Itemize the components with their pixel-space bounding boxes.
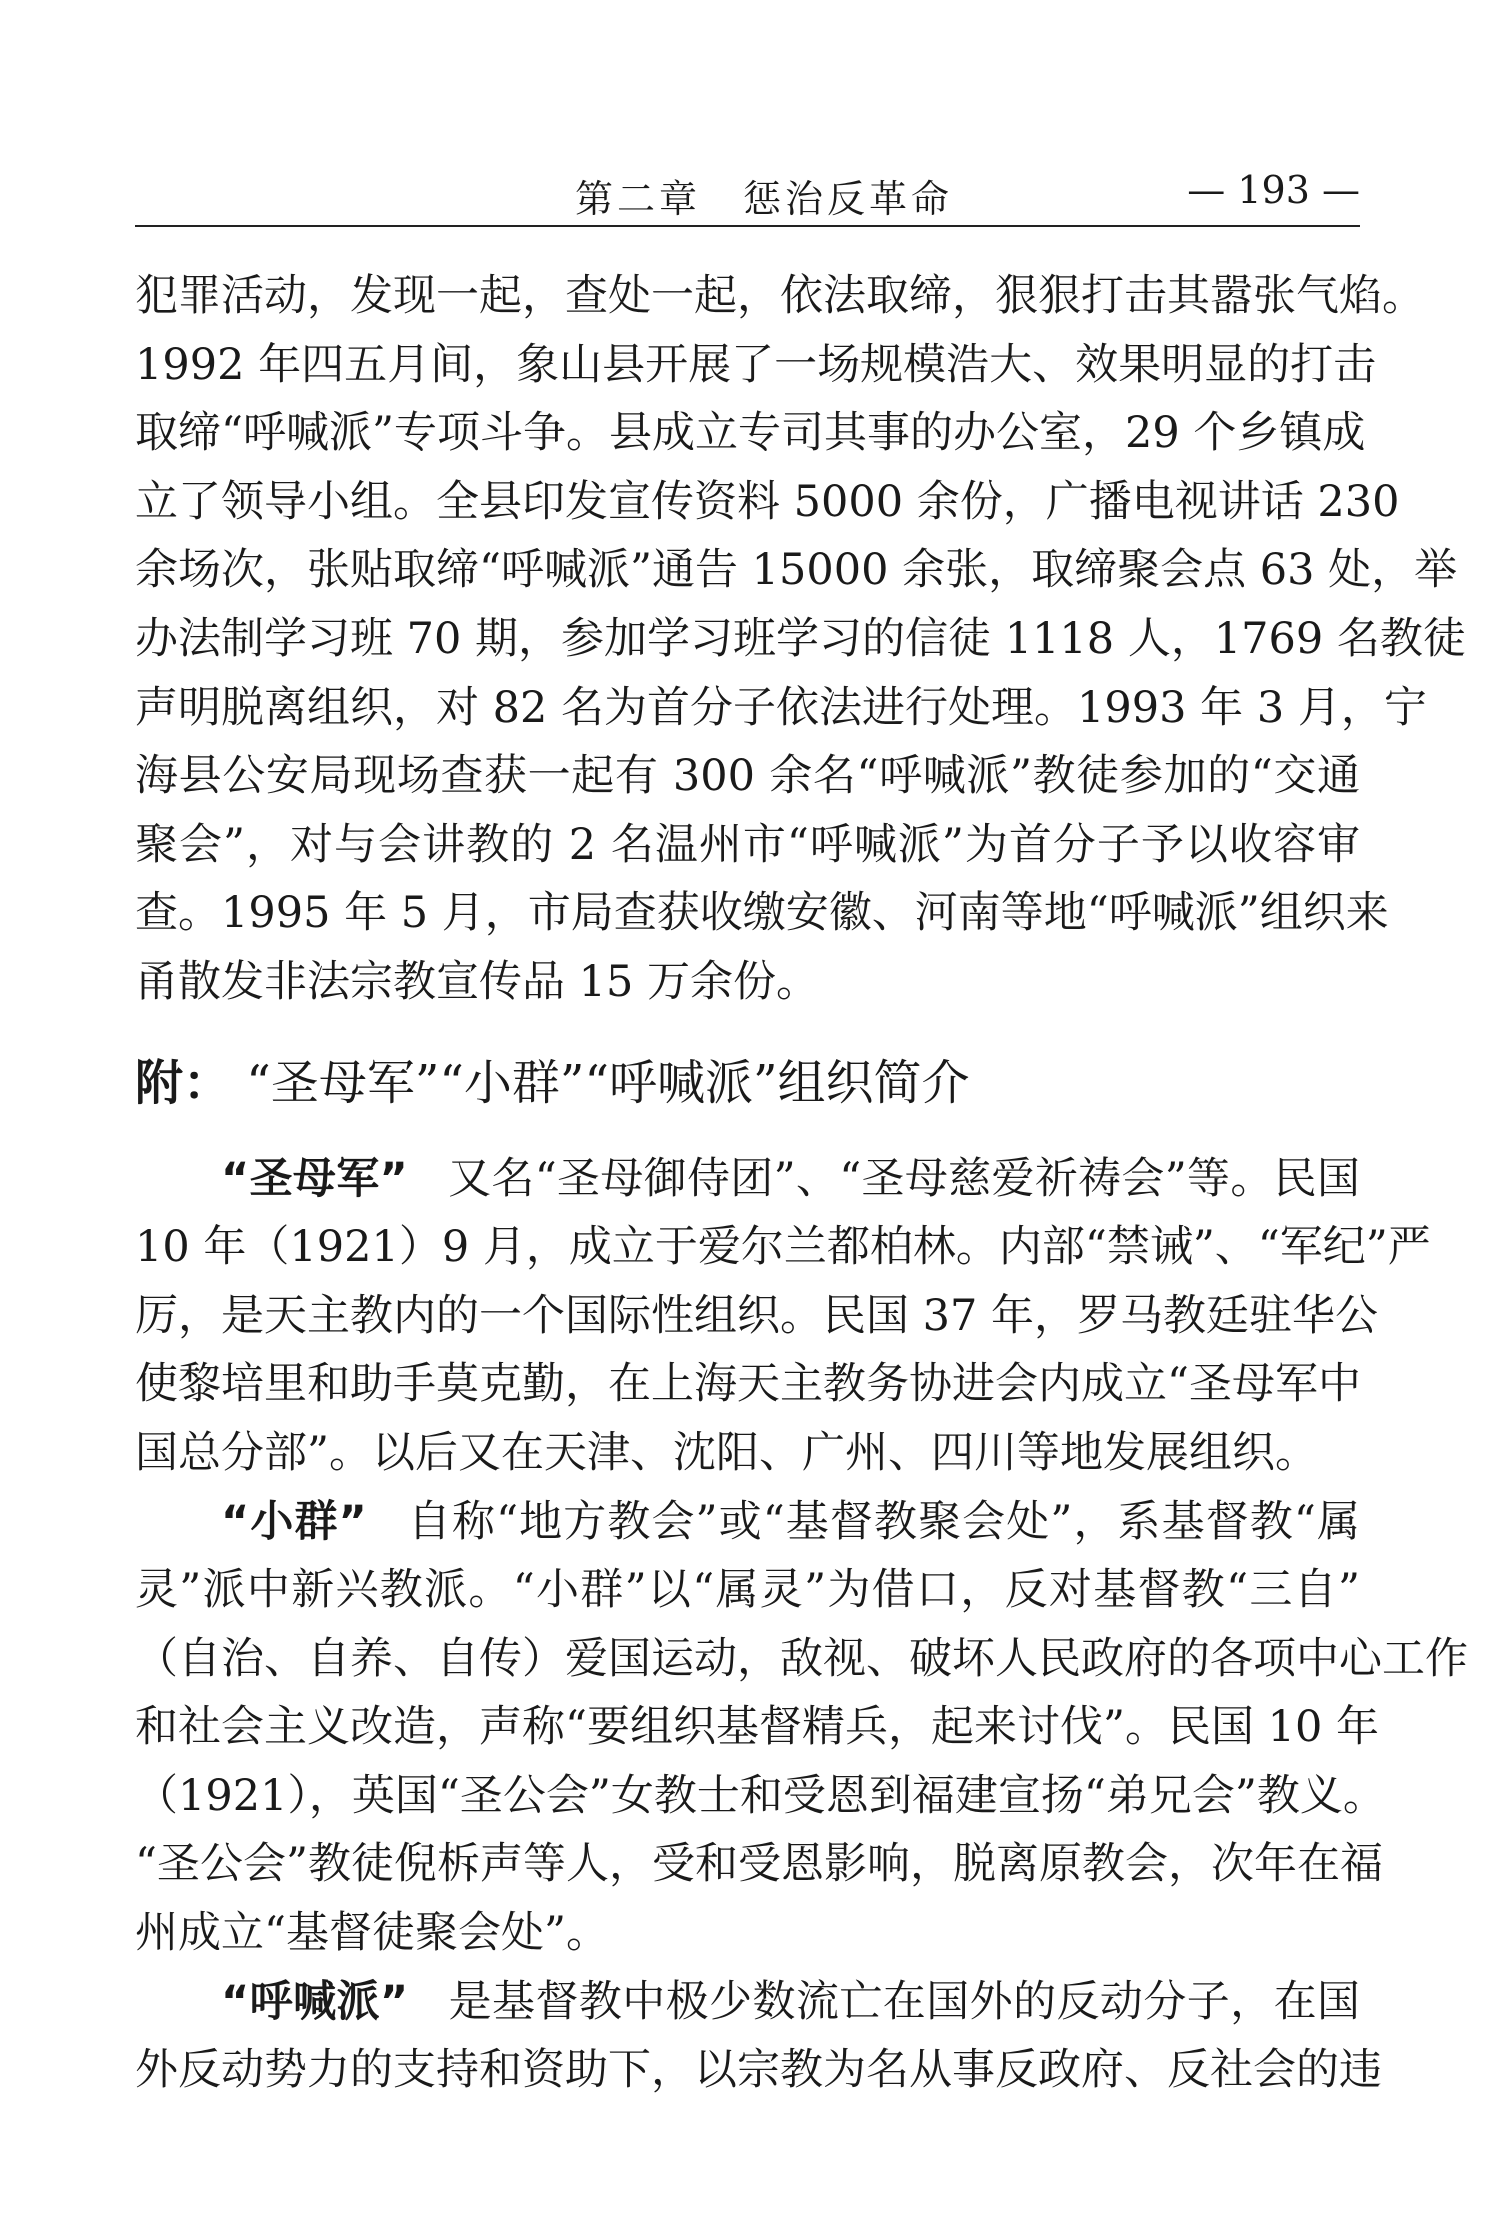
text-line: 甬散发非法宗教宣传品 15 万余份。 (135, 956, 820, 1007)
chapter-title: 第二章 惩治反革命 (575, 177, 954, 221)
text-line: 海县公安局现场查获一起有 300 余名“呼喊派”教徒参加的“交通 (135, 751, 1360, 802)
entry-term: “小群” (221, 1496, 367, 1547)
page-number: — 193 — (1187, 168, 1360, 212)
body-text (135, 262, 1468, 2105)
text-line: 立了领导小组。全县印发宣传资料 5000 余份，广播电视讲话 230 (135, 476, 1400, 527)
text-line: 外反动势力的支持和资助下，以宗教为名从事反政府、反社会的违 (135, 2045, 1382, 2096)
text-line: “圣公会”教徒倪柝声等人，受和受恩影响，脱离原教会，次年在福 (135, 1839, 1383, 1890)
text-line: 1992 年四五月间，象山县开展了一场规模浩大、效果明显的打击 (135, 339, 1377, 390)
text-line: （1921），英国“圣公会”女教士和受恩到福建宣扬“弟兄会”教义。 (135, 1770, 1386, 1821)
entry-term: “呼喊派” (221, 1976, 409, 2027)
section-title: “圣母军”“小群”“呼喊派”组织简介 (246, 1054, 970, 1111)
text-line: 国总分部”。以后又在天津、沈阳、广州、四川等地发展组织。 (135, 1427, 1318, 1478)
entry-first-line (135, 1968, 1360, 2037)
text-line: 10 年（1921）9 月，成立于爱尔兰都柏林。内部“禁诫”、“军纪”严 (135, 1222, 1431, 1273)
entry-text: 自称“地方教会”或“基督教聚会处”，系基督教“属 (406, 1496, 1360, 1547)
running-header (135, 168, 1360, 228)
text-line: 犯罪活动，发现一起，查处一起，依法取缔，狠狠打击其嚣张气焰。 (135, 271, 1425, 321)
text-line: 取缔“呼喊派”专项斗争。县成立专司其事的办公室，29 个乡镇成 (135, 408, 1366, 459)
text-line: 州成立“基督徒聚会处”。 (135, 1908, 609, 1959)
section-label: 附： (135, 1054, 232, 1111)
text-line: 查。1995 年 5 月，市局查获收缴安徽、河南等地“呼喊派”组织来 (135, 888, 1389, 939)
text-line: 聚会”，对与会讲教的 2 名温州市“呼喊派”为首分子予以收容审 (135, 819, 1360, 870)
text-line: 灵”派中新兴教派。“小群”以“属灵”为借口，反对基督教“三自” (135, 1565, 1360, 1616)
text-line: 办法制学习班 70 期，参加学习班学习的信徒 1118 人，1769 名教徒 (135, 613, 1466, 664)
text-line: 余场次，张贴取缔“呼喊派”通告 15000 余张，取缔聚会点 63 处，举 (135, 545, 1458, 596)
text-line: （自治、自养、自传）爱国运动，敌视、破坏人民政府的各项中心工作 (135, 1633, 1468, 1684)
text-line: 和社会主义改造，声称“要组织基督精兵，起来讨伐”。民国 10 年 (135, 1702, 1380, 1753)
text-line: 使黎培里和助手莫克勤，在上海天主教务协进会内成立“圣母军中 (135, 1359, 1361, 1410)
entry-first-line (135, 1145, 1360, 1214)
entry-text: 是基督教中极少数流亡在国外的反动分子，在国 (448, 1976, 1360, 2027)
entry-shengmujun (135, 1145, 1431, 1488)
section-heading (135, 1027, 1360, 1139)
entry-term: “圣母军” (221, 1153, 408, 1204)
text-line: 声明脱离组织，对 82 名为首分子依法进行处理。1993 年 3 月，宁 (135, 682, 1427, 733)
paragraph (135, 262, 1466, 1017)
text-line: 厉，是天主教内的一个国际性组织。民国 37 年，罗马教廷驻华公 (135, 1290, 1379, 1341)
entry-first-line (135, 1488, 1360, 1557)
entry-text: 又名“圣母御侍团”、“圣母慈爱祈祷会”等。民国 (447, 1153, 1360, 1204)
entry-xiaoqun (135, 1488, 1468, 1968)
entry-huhanpai (135, 1968, 1382, 2105)
header-rule (135, 225, 1360, 227)
